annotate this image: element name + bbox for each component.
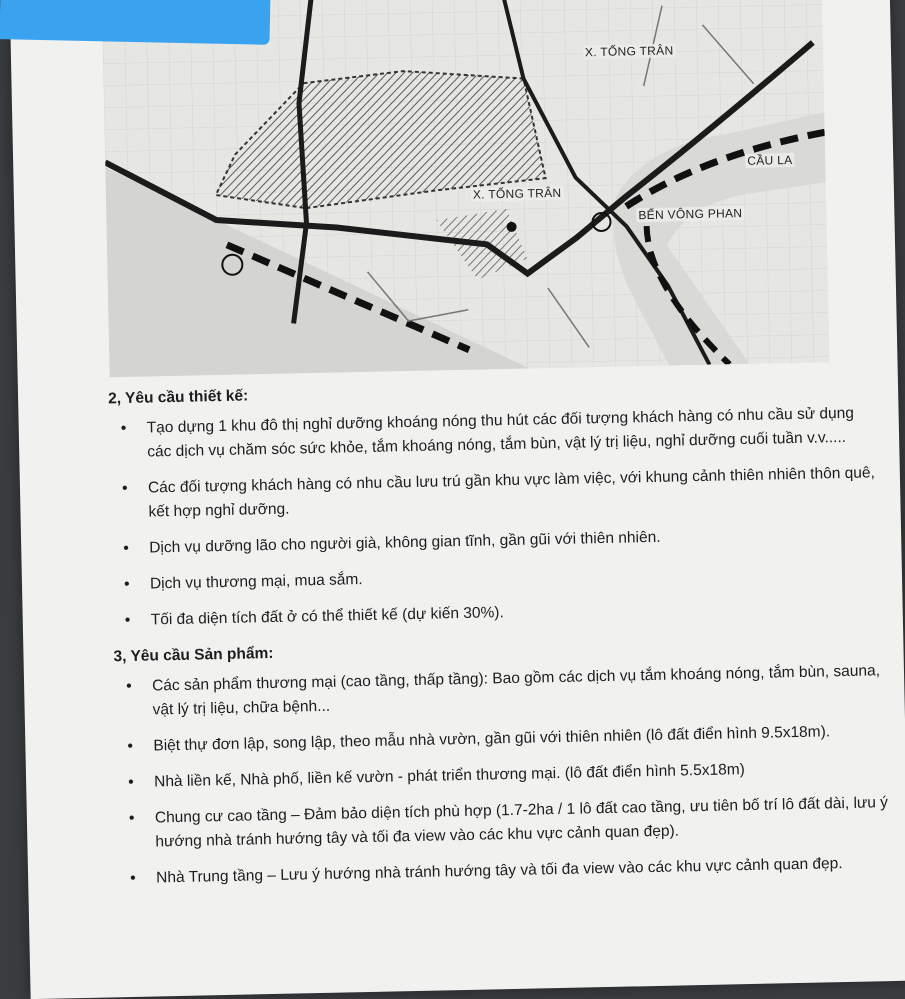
list-item: • Tối đa diện tích đất ở có thể thiết kế (dự kiến 30%). (115, 593, 885, 633)
list-item: • Nhà liền kế, Nhà phố, liền kế vườn - phát triển thương mại. (lô đất điển hình 5.5x18m) (118, 755, 888, 795)
list-item: • Các sản phẩm thương mại (cao tầng, thấp tầng): Bao gồm các dịch vụ tắm khoáng nóng, tắm bùn, sauna, vật lý trị liệu, chữa bệnh... (116, 659, 887, 723)
map-label-tong-tran-mid: X. TỐNG TRÂN (472, 185, 562, 202)
list-item: • Biệt thự đơn lập, song lập, theo mẫu nhà vườn, gần gũi với thiên nhiên (lô đất điển hình 9.5x18m). (117, 719, 887, 759)
list-item: • Chung cư cao tầng – Đảm bảo diện tích phù hợp (1.7-2ha / 1 lô đất cao tầng, ưu tiên bố trí lô đất dài, lưu ý hướng nhà tránh hướng tây và tối đa view vào các khu vực cảnh quan đẹp). (119, 791, 890, 855)
section-3-title: 3, Yêu cầu Sản phẩm: (113, 644, 274, 666)
map-label-cau-la: CẦU LA (747, 152, 793, 168)
list-item: • Các đối tượng khách hàng có nhu cầu lưu trú gần khu vực làm việc, với khung cảnh thiên nhiên thôn quê, kết hợp nghỉ dưỡng. (112, 461, 883, 525)
section-2-list (111, 401, 885, 633)
document-page (10, 0, 905, 999)
section-2-title: 2, Yêu cầu thiết kế: (107, 387, 249, 408)
list-item: • Dịch vụ thương mại, mua sắm. (114, 557, 884, 597)
document-body (107, 371, 891, 903)
site-map (102, 0, 830, 377)
map-label-tong-tran-top: X. TỐNG TRÂN (584, 43, 674, 60)
list-item: • Dịch vụ dưỡng lão cho người già, không gian tĩnh, gần gũi với thiên nhiên. (113, 521, 883, 561)
list-item: • Nhà Trung tầng – Lưu ý hướng nhà tránh hướng tây và tối đa view vào các khu vực cảnh quan đẹp. (120, 851, 890, 891)
list-item: • Tạo dựng 1 khu đô thị nghỉ dưỡng khoáng nóng thu hút các đối tượng khách hàng có nhu cầu sử dụng các dịch vụ chăm sóc sức khỏe, tắm khoáng nóng, tắm bùn, vật lý trị liệu, nghỉ dưỡng cuối tuần v.v..... (111, 401, 882, 465)
redaction-block (0, 0, 271, 45)
map-label-ben-vong-phan: BẾN VÔNG PHAN (638, 206, 743, 223)
section-3-list (116, 659, 890, 891)
map-drawing (102, 0, 830, 377)
